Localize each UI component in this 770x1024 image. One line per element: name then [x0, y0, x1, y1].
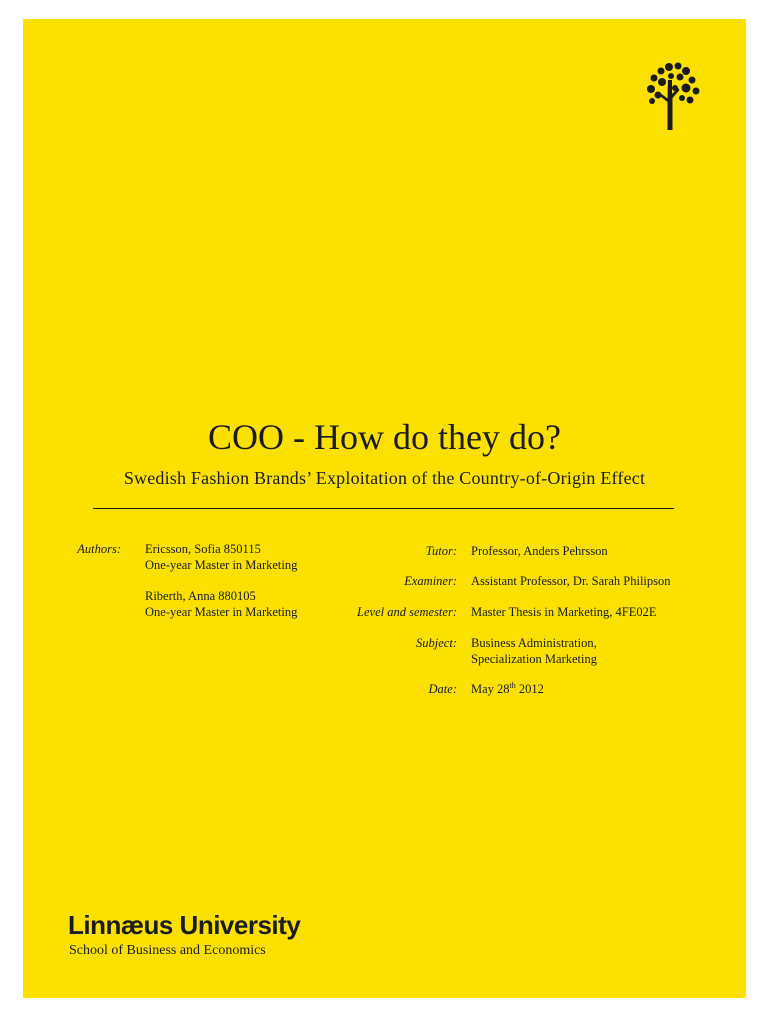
date-value — [471, 681, 544, 697]
tutor-value: Professor, Anders Pehrsson — [471, 544, 608, 558]
university-name: Linnæus University — [68, 910, 301, 940]
thesis-cover-page — [23, 19, 746, 998]
date-year: 2012 — [515, 682, 544, 696]
examiner-value: Assistant Professor, Dr. Sarah Philipson — [471, 574, 671, 588]
author1-program: One-year Master in Marketing — [145, 558, 298, 572]
subject-line2: Specialization Marketing — [471, 652, 598, 666]
authors-label: Authors: — [77, 542, 121, 556]
tutor-label: Tutor: — [425, 544, 457, 558]
author1-name: Ericsson, Sofia 850115 — [145, 542, 261, 556]
level-value: Master Thesis in Marketing, 4FE02E — [471, 605, 657, 619]
date-label: Date: — [428, 682, 457, 696]
date-ordinal: th — [509, 681, 516, 690]
subject-label: Subject: — [416, 636, 457, 650]
title-divider — [93, 508, 674, 509]
school-name: School of Business and Economics — [69, 943, 266, 958]
examiner-label: Examiner: — [404, 574, 457, 588]
subject-line1: Business Administration, — [471, 636, 597, 650]
thesis-title: COO - How do they do? — [208, 417, 561, 457]
level-label: Level and semester: — [357, 605, 457, 619]
author2-name: Riberth, Anna 880105 — [145, 589, 256, 603]
date-prefix: May 28 — [471, 682, 510, 696]
author2-program: One-year Master in Marketing — [145, 605, 298, 619]
tree-logo-icon — [642, 62, 702, 132]
thesis-subtitle: Swedish Fashion Brands’ Exploitation of the Country-of-Origin Effect — [123, 468, 646, 488]
